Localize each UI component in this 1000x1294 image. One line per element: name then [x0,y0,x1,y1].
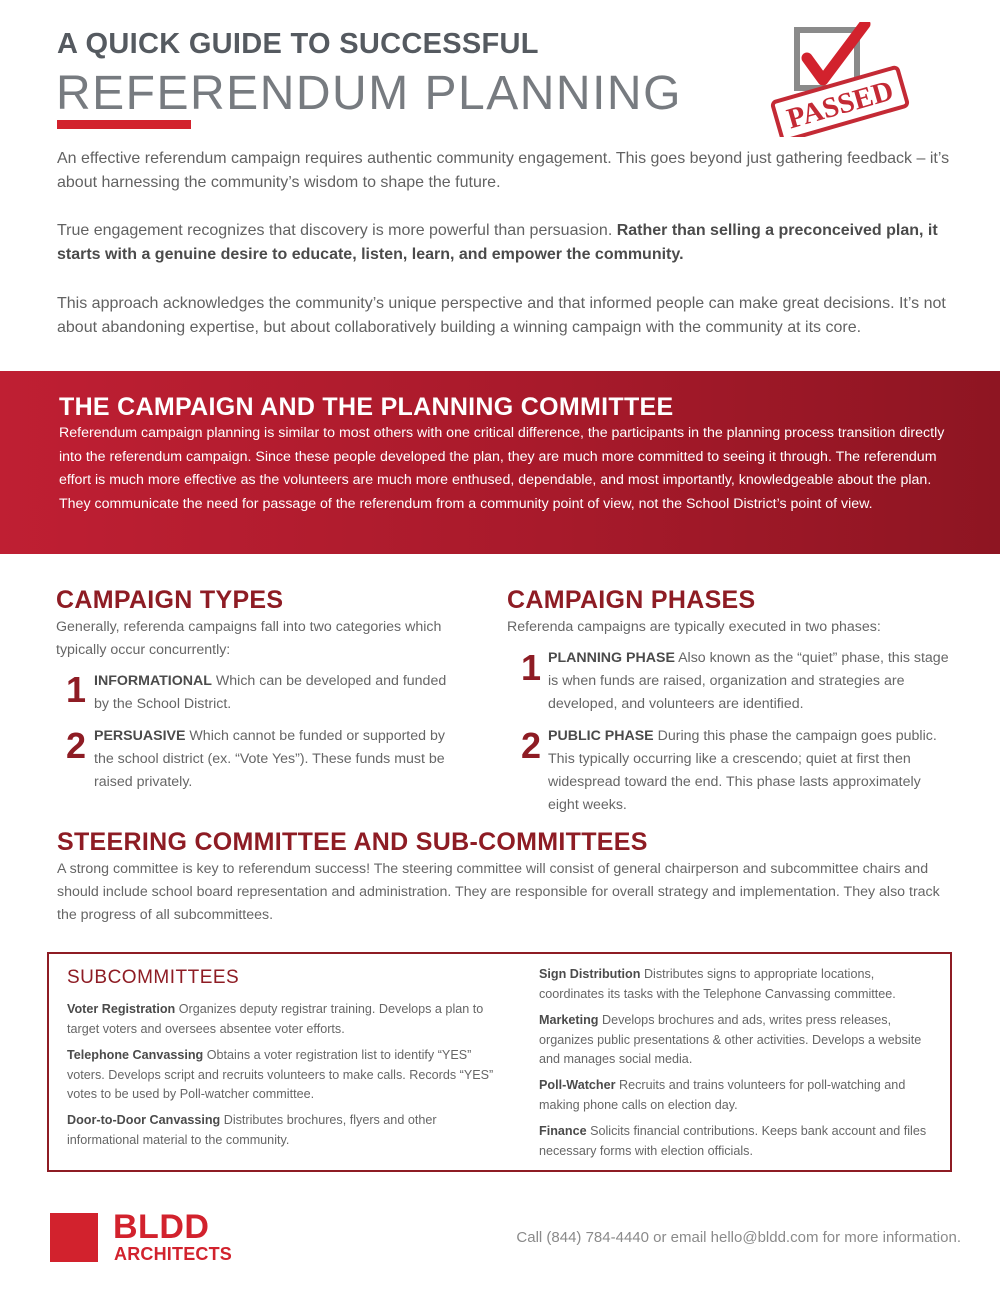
subcommittee-text: Organizes deputy registrar training. Develops a plan to target voters and oversees absentee voter efforts. [67,1002,484,1036]
campaign-phase-item-2 [548,725,953,817]
intro-paragraph-3: This approach acknowledges the community’s unique perspective and that informed people can make great decisions. It’s not about abandoning expertise, but about collaboratively building a winning campaign with the community at its core. [57,295,946,336]
page-title-line2: REFERENDUM PLANNING [56,67,682,120]
campaign-type-text-2: Which cannot be funded or supported by the school district (ex. “Vote Yes”). These funds must be raised privately. [94,728,445,790]
campaign-type-number-1: 1 [66,669,87,710]
intro-paragraph-1: An effective referendum campaign requires authentic community engagement. This goes beyond just gathering feedback – it’s about harnessing the community’s wisdom to shape the future. [57,150,950,191]
page-title-line1: A QUICK GUIDE TO SUCCESSFUL [57,28,539,60]
subcommittee-finance [539,1122,934,1161]
campaign-phase-number-1: 1 [521,647,542,688]
steering-committee-title: STEERING COMMITTEE AND SUB-COMMITTEES [57,828,648,856]
banner-title: THE CAMPAIGN AND THE PLANNING COMMITTEE [59,393,674,421]
intro-paragraph-2 [57,219,962,267]
subcommittee-poll-watcher [539,1076,934,1115]
subcommittee-text: Distributes signs to appropriate locations, coordinates its tasks with the Telephone Canvassing committee. [539,967,896,1001]
subcommittee-text: Recruits and trains volunteers for poll-watching and making phone calls on election day. [539,1078,906,1112]
subcommittee-label: Sign Distribution [539,967,641,981]
campaign-types-intro: Generally, referenda campaigns fall into two categories which typically occur concurrently: [56,619,442,658]
campaign-type-text-1: Which can be developed and funded by the School District. [94,673,447,712]
banner-text: Referendum campaign planning is similar to most others with one critical difference, the participants in the planning process transition directly into the referendum campaign. Since these people developed the plan, they are much more committed to seeing it through. The referendum effort is much more effective as the volunteers are much more enthused, dependable, and most importantly, knowledgeable about the plan. They communicate the need for passage of the referendum from a community point of view, not the School District’s point of view. [59,425,945,512]
bldd-logo-subtext: ARCHITECTS [114,1244,232,1264]
title-underline [57,120,191,129]
subcommittee-text: Obtains a voter registration list to identify “YES” voters. Develops script and recruits volunteers to make calls. Records “YES” votes to be used by Poll-watcher committee. [67,1048,494,1101]
footer-contact-info: Call (844) 784-4440 or email hello@bldd.com for more information. [516,1229,961,1246]
subcommittee-text: Solicits financial contributions. Keeps bank account and files necessary forms with election officials. [539,1124,927,1158]
campaign-phase-label-2: PUBLIC PHASE [548,728,654,744]
subcommittee-label: Voter Registration [67,1002,176,1016]
steering-committee-text: A strong committee is key to referendum success! The steering committee will consist of general chairperson and subcommittee chairs and should include school board representation and administration. They are responsible for overall strategy and implementation. They also track the progress of all subcommittees. [57,861,940,923]
subcommittee-text: Distributes brochures, flyers and other informational material to the community. [67,1113,437,1147]
campaign-phase-label-1: PLANNING PHASE [548,650,675,666]
campaign-phases-intro: Referenda campaigns are typically executed in two phases: [507,619,881,635]
campaign-phases-title: CAMPAIGN PHASES [507,586,756,614]
campaign-type-item-2 [94,725,464,794]
subcommittee-voter-registration [67,1000,509,1039]
campaign-phase-text-2: During this phase the campaign goes public. This typically occurring like a crescendo; quiet at first then widespread toward the end. This phase lasts approximately eight weeks. [548,728,937,813]
campaign-phase-item-1 [548,647,953,716]
campaign-type-label-1: INFORMATIONAL [94,673,212,689]
subcommittees-title: SUBCOMMITTEES [67,967,240,988]
subcommittee-label: Finance [539,1124,587,1138]
subcommittee-label: Door-to-Door Canvassing [67,1113,221,1127]
campaign-type-item-1 [94,670,464,716]
subcommittee-door-to-door-canvassing [67,1111,509,1150]
bldd-logo-square-icon [50,1213,98,1262]
subcommittee-label: Poll-Watcher [539,1078,616,1092]
subcommittee-marketing [539,1011,934,1070]
intro-paragraph-2-bold: Rather than selling a preconceived plan, it starts with a genuine desire to educate, listen, learn, and empower the community. [57,222,938,263]
subcommittee-text: Develops brochures and ads, writes press releases, organizes public presentations & other activities. Develops a website and manages social media. [539,1013,922,1066]
campaign-types-title: CAMPAIGN TYPES [56,586,284,614]
bldd-logo-text: BLDD [113,1208,210,1246]
campaign-phase-text-1: Also known as the “quiet” phase, this stage is when funds are raised, organization and strategies are developed, and volunteers are identified. [548,650,949,712]
subcommittee-label: Telephone Canvassing [67,1048,204,1062]
passed-stamp-icon [765,22,915,137]
stamp-text: PASSED [783,74,898,136]
campaign-type-number-2: 2 [66,725,87,766]
campaign-type-label-2: PERSUASIVE [94,728,186,744]
intro-paragraph-2-text: True engagement recognizes that discovery is more powerful than persuasion. [57,222,617,239]
subcommittee-label: Marketing [539,1013,599,1027]
campaign-phase-number-2: 2 [521,725,542,766]
subcommittee-sign-distribution [539,965,934,1004]
subcommittee-telephone-canvassing [67,1046,509,1105]
